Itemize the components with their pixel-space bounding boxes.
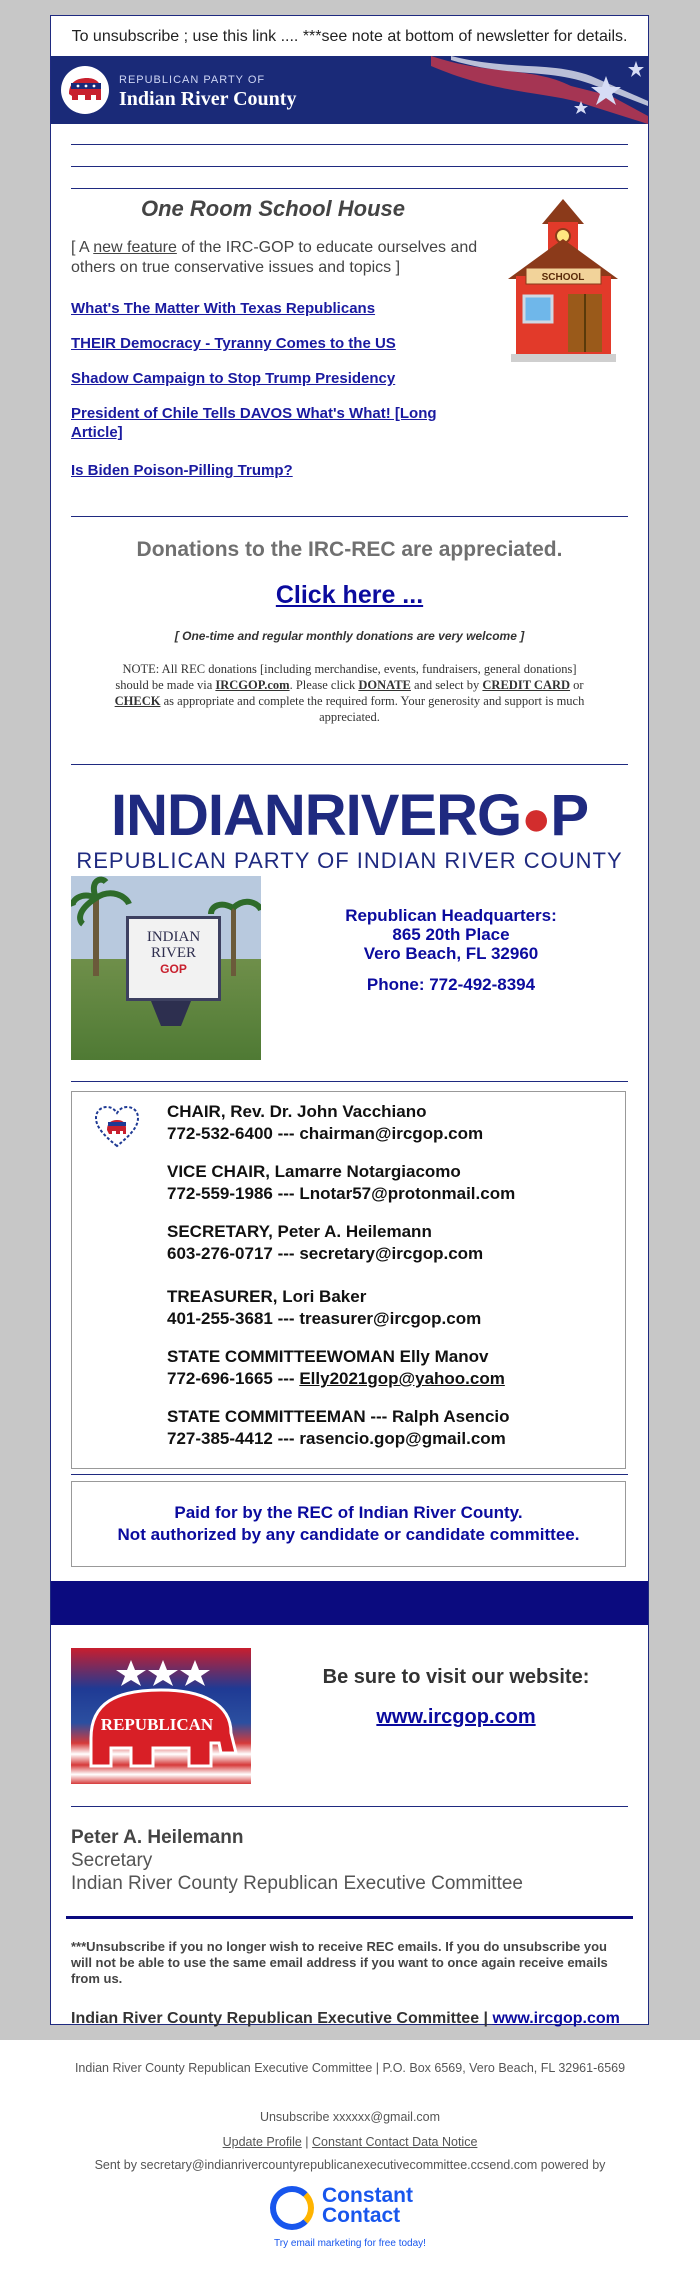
indian-river-gop-logo	[51, 783, 648, 874]
separator: ---	[277, 1369, 295, 1388]
constant-contact-wordmark	[322, 2186, 413, 2226]
note-text: . Please click	[289, 678, 356, 692]
topline-unsubscribe-link[interactable]: unsubscribe	[92, 28, 180, 45]
officer-phone: 772-559-1986	[167, 1184, 273, 1203]
cc-logo-line1: Constant	[322, 2184, 413, 2207]
officer-role: VICE CHAIR, Lamarre Notargiacomo	[167, 1162, 461, 1181]
officer-contact	[167, 1309, 481, 1329]
headquarters-info	[291, 906, 611, 994]
note-text: as appropriate and complete the required form. Your generosity and support is much appreciated.	[163, 694, 585, 724]
banner-title: Indian River County	[119, 88, 297, 110]
officer-role: STATE COMMITTEEMAN --- Ralph Asencio	[167, 1407, 510, 1426]
cc-logo-line2: Contact	[322, 2204, 401, 2227]
article-link[interactable]: THEIR Democracy - Tyranny Comes to the US	[71, 335, 396, 352]
navy-band	[51, 1581, 648, 1625]
note-credit-card: CREDIT CARD	[482, 678, 571, 692]
hq-phone: Phone: 772-492-8394	[366, 975, 536, 994]
elephant-icon	[61, 66, 109, 114]
divider	[71, 764, 628, 765]
officer-role: CHAIR, Rev. Dr. John Vacchiano	[167, 1102, 427, 1121]
cc-sent-by: Sent by secretary@indianrivercountyrepublicanexecutivecommittee.ccsend.com powered by	[94, 2158, 606, 2172]
hq-sign	[126, 916, 221, 1001]
hq-city: Vero Beach, FL 32960	[363, 944, 539, 963]
update-profile-link[interactable]: Update Profile	[222, 2135, 302, 2149]
headquarters-sign-photo	[71, 876, 261, 1060]
ircgop-note-link[interactable]: IRCGOP.com	[215, 678, 290, 692]
topline-suffix: ; use this link .... ***see note at bottom of newsletter for details.	[183, 28, 628, 45]
cc-unsubscribe[interactable]	[0, 2110, 700, 2124]
note-text: NOTE: All REC donations [including merchandise, events, fundraisers, general donations] should be made via	[115, 662, 577, 692]
website-link[interactable]: www.ircgop.com	[376, 1706, 536, 1728]
donations-note	[106, 661, 593, 725]
cc-links	[0, 2135, 700, 2149]
hq-title: Republican Headquarters:	[345, 906, 557, 925]
separator: ---	[277, 1429, 295, 1448]
header-banner	[51, 56, 648, 124]
brand-right: P	[550, 783, 589, 848]
sign-line: GOP	[160, 962, 187, 976]
officer-email[interactable]: chairman@ircgop.com	[299, 1124, 484, 1143]
paid-line1: Paid for by the REC of Indian River County.	[174, 1503, 523, 1522]
republican-elephant-icon	[71, 1648, 251, 1784]
officer-role: SECRETARY, Peter A. Heilemann	[167, 1222, 432, 1241]
footer-website-link[interactable]: www.ircgop.com	[492, 2010, 620, 2027]
republican-label: REPUBLICAN	[100, 1715, 214, 1734]
officer-email[interactable]: treasurer@ircgop.com	[299, 1309, 482, 1328]
hq-street: 865 20th Place	[392, 925, 510, 944]
feature-prefix: [ A	[71, 239, 89, 256]
divider	[71, 1081, 628, 1082]
officer-contact	[167, 1429, 506, 1449]
note-check: CHECK	[114, 694, 161, 708]
separator: ---	[277, 1309, 295, 1328]
banner-subtitle: REPUBLICAN PARTY OF	[119, 74, 266, 86]
separator: ---	[277, 1124, 295, 1143]
officer-phone: 603-276-0717	[167, 1244, 273, 1263]
officer-contact	[167, 1184, 515, 1204]
officer-email[interactable]: secretary@ircgop.com	[299, 1244, 484, 1263]
paid-for-disclaimer	[71, 1481, 626, 1567]
officer-email-link[interactable]: Elly2021gop@yahoo.com	[299, 1369, 505, 1388]
thick-divider	[66, 1916, 633, 1919]
officers-box	[71, 1091, 626, 1469]
officer-role: TREASURER, Lori Baker	[167, 1287, 367, 1306]
cc-tagline-link[interactable]: Try email marketing for free today!	[274, 2238, 426, 2249]
officer-phone: 772-696-1665	[167, 1369, 273, 1388]
officer-contact	[167, 1369, 505, 1389]
officer-phone: 401-255-3681	[167, 1309, 273, 1328]
donate-click-here-link[interactable]: Click here ...	[275, 581, 424, 609]
brand-subtitle: REPUBLICAN PARTY OF INDIAN RIVER COUNTY	[76, 848, 623, 873]
topline-prefix: To	[71, 28, 89, 45]
feature-link[interactable]: new feature	[93, 239, 177, 256]
separator: ---	[277, 1244, 295, 1263]
divider	[71, 516, 628, 517]
donations-welcome: [ One-time and regular monthly donations are very welcome ]	[174, 629, 525, 643]
footer-org-line	[71, 2010, 620, 2028]
signature-org: Indian River County Republican Executive Committee	[71, 1873, 523, 1894]
schoolhouse-sign-label: SCHOOL	[541, 272, 585, 283]
brand-left: INDIANRIVERG	[110, 783, 522, 848]
sign-line: INDIAN	[146, 929, 201, 945]
sign-line: RIVER	[151, 945, 196, 961]
divider	[71, 1474, 628, 1475]
paid-line2: Not authorized by any candidate or candidate committee.	[117, 1525, 580, 1544]
officer-contact	[167, 1124, 483, 1144]
gop-elephant-logo	[61, 66, 109, 114]
unsubscribe-topline	[51, 16, 648, 56]
cc-unsubscribe-link[interactable]: Unsubscribe xxxxxx@gmail.com	[259, 2110, 441, 2124]
separator: ---	[277, 1184, 295, 1203]
feature-description	[71, 238, 491, 278]
cc-address: Indian River County Republican Executive Committee | P.O. Box 6569, Vero Beach, FL 32961-6569	[74, 2061, 626, 2075]
article-link[interactable]: What's The Matter With Texas Republicans	[71, 300, 376, 317]
article-link[interactable]: Shadow Campaign to Stop Trump Presidency	[71, 370, 396, 387]
divider	[71, 188, 628, 189]
donations-heading: Donations to the IRC-REC are appreciated.	[136, 538, 563, 561]
officer-phone: 772-532-6400	[167, 1124, 273, 1143]
constant-contact-logo[interactable]	[270, 2184, 440, 2232]
article-link[interactable]: President of Chile Tells DAVOS What's What! [Long Article]	[71, 405, 437, 441]
officer-phone: 727-385-4412	[167, 1429, 273, 1448]
officer-email[interactable]: rasencio.gop@gmail.com	[299, 1429, 506, 1448]
republican-elephant-image	[71, 1648, 251, 1784]
constant-contact-footer	[0, 2040, 700, 2271]
unsubscribe-note: ***Unsubscribe if you no longer wish to receive REC emails. If you do unsubscribe you will not be able to use the same email address if you want to once again receive emails from us.	[71, 1939, 608, 1986]
divider	[71, 166, 628, 167]
footer-org: Indian River County Republican Executive Committee |	[71, 2010, 489, 2027]
constant-contact-icon	[270, 2186, 314, 2230]
newsletter-card	[50, 15, 649, 2025]
officer-role: STATE COMMITTEEWOMAN Elly Manov	[167, 1347, 489, 1366]
officer-email[interactable]: Lnotar57@protonmail.com	[299, 1184, 516, 1203]
note-text: and select by	[414, 678, 480, 692]
note-donate: DONATE	[358, 678, 411, 692]
signature-name: Peter A. Heilemann	[71, 1827, 244, 1848]
signature-block	[71, 1826, 523, 1895]
signature-title: Secretary	[71, 1850, 153, 1871]
data-notice-link[interactable]: Constant Contact Data Notice	[312, 2135, 478, 2149]
divider	[71, 144, 628, 145]
officer-contact	[167, 1244, 483, 1264]
divider	[71, 1806, 628, 1807]
feature-suffix: of the IRC-GOP to educate ourselves and others on true conservative issues and topics ]	[71, 239, 478, 276]
visit-website-text: Be sure to visit our website:	[322, 1666, 590, 1688]
article-link[interactable]: Is Biden Poison-Pilling Trump?	[71, 462, 293, 479]
school-heading: One Room School House	[141, 196, 406, 221]
separator: |	[305, 2135, 309, 2149]
brand-wordmark	[51, 783, 648, 848]
note-text: or	[573, 678, 584, 692]
schoolhouse-icon	[506, 194, 621, 364]
brand-o-elephant-icon: ●	[521, 790, 551, 846]
heart-elephant-icon	[94, 1104, 140, 1150]
